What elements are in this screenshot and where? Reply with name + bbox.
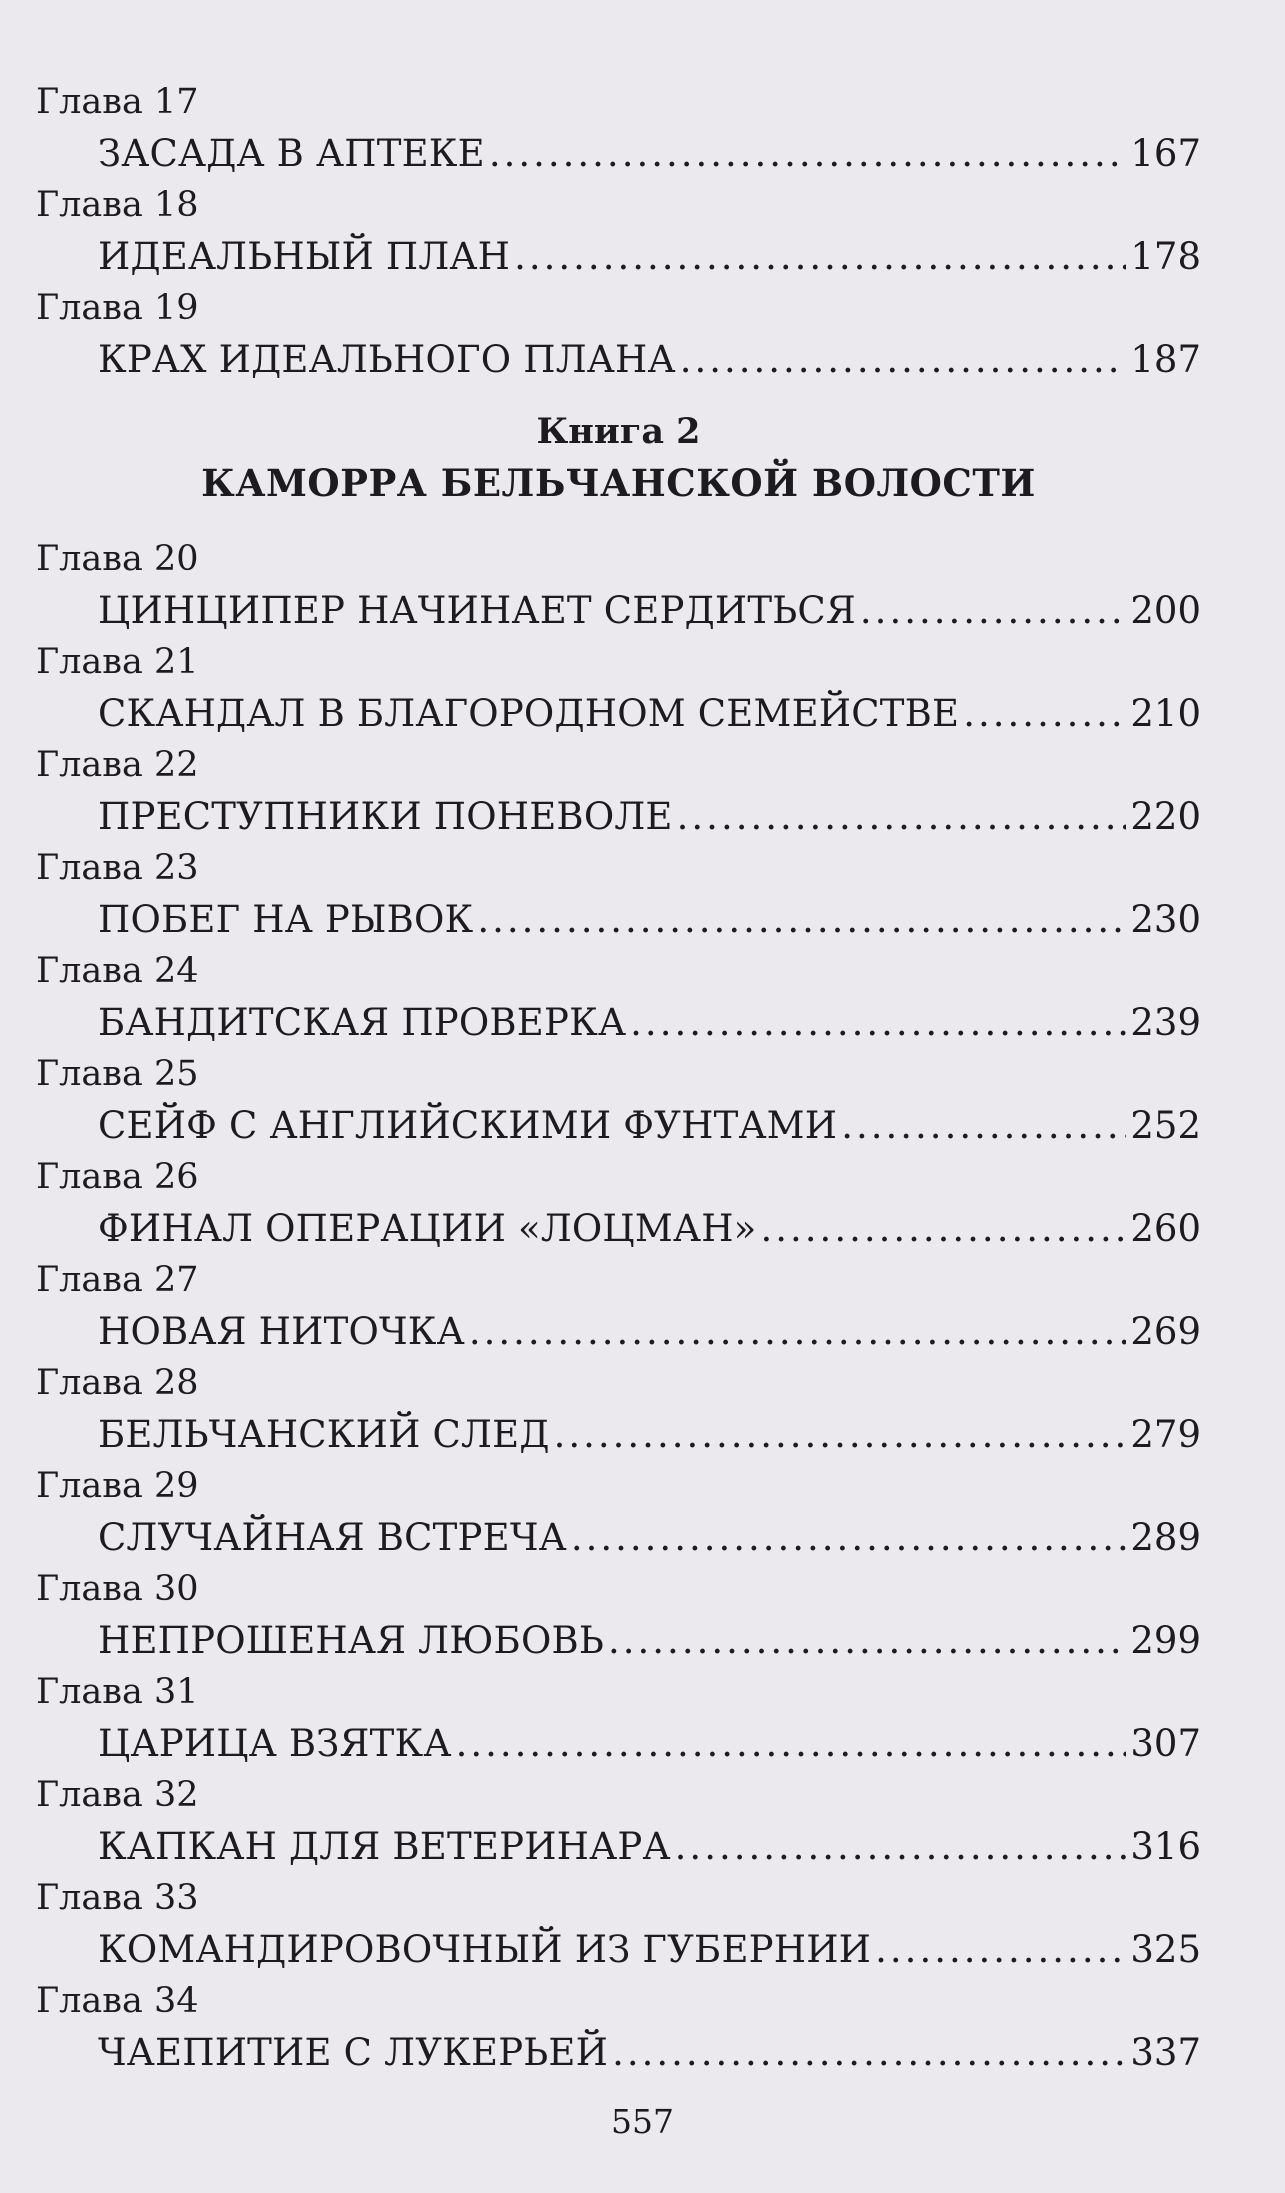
book-title: КАМОРРА БЕЛЬЧАНСКОЙ ВОЛОСТИ [201,461,1036,505]
dot-leader [860,589,1126,633]
dot-leader [761,1207,1127,1251]
dot-leader [489,132,1127,176]
toc-entry [36,74,1201,177]
chapter-list-book-2 [36,531,1201,2076]
dot-leader [680,338,1127,382]
dot-leader [677,795,1127,839]
chapter-label: Глава 22 [36,745,199,785]
toc-entry [36,737,1201,840]
chapter-title: КРАХ ИДЕАЛЬНОГО ПЛАНА [98,338,676,381]
toc-entry [36,1664,1201,1767]
chapter-line [98,1205,1201,1251]
chapter-page: 316 [1130,1825,1201,1868]
chapter-page: 325 [1130,1928,1201,1971]
dot-leader [612,2031,1126,2075]
chapter-label: Глава 24 [36,951,199,991]
chapter-list-book-1 [36,74,1201,383]
chapter-page: 299 [1130,1619,1201,1662]
chapter-title: ПОБЕГ НА РЫВОК [98,898,474,941]
chapter-page: 187 [1130,338,1201,381]
dot-leader [571,1516,1127,1560]
chapter-title: ПРЕСТУПНИКИ ПОНЕВОЛЕ [98,795,673,838]
toc-entry [36,531,1201,634]
chapter-line [98,896,1201,942]
chapter-title: ЧАЕПИТИЕ С ЛУКЕРЬЕЙ [98,2031,609,2074]
chapter-page: 220 [1130,795,1201,838]
toc-entry [36,840,1201,943]
dot-leader [675,1825,1127,1869]
chapter-line [98,1823,1201,1869]
chapter-page: 260 [1130,1207,1201,1250]
chapter-line [98,1308,1201,1354]
chapter-line [98,233,1201,279]
page-number: 557 [611,2102,674,2141]
dot-leader [514,235,1126,279]
chapter-line [98,1514,1201,1560]
dot-leader [554,1413,1127,1457]
toc-entry [36,1149,1201,1252]
chapter-page: 279 [1130,1413,1201,1456]
chapter-line [98,130,1201,176]
book-label: Книга 2 [536,411,701,452]
chapter-page: 289 [1130,1516,1201,1559]
toc-entry [36,634,1201,737]
chapter-line [98,336,1201,382]
chapter-page: 210 [1130,692,1201,735]
table-of-contents [36,74,1201,2076]
chapter-page: 167 [1130,132,1201,175]
book-heading [36,383,1201,531]
chapter-title: ЦИНЦИПЕР НАЧИНАЕТ СЕРДИТЬСЯ [98,589,856,632]
chapter-page: 178 [1130,235,1201,278]
chapter-line [98,587,1201,633]
toc-entry [36,1458,1201,1561]
chapter-page: 337 [1130,2031,1201,2074]
chapter-title: СЕЙФ С АНГЛИЙСКИМИ ФУНТАМИ [98,1104,838,1147]
chapter-page: 307 [1130,1722,1201,1765]
chapter-line [98,690,1201,736]
chapter-page: 252 [1130,1104,1201,1147]
chapter-label: Глава 31 [36,1672,199,1712]
chapter-line [98,793,1201,839]
chapter-title: ЗАСАДА В АПТЕКЕ [98,132,485,175]
toc-entry [36,1870,1201,1973]
chapter-line [98,1926,1201,1972]
chapter-title: ФИНАЛ ОПЕРАЦИИ «ЛОЦМАН» [98,1207,757,1250]
chapter-title: БАНДИТСКАЯ ПРОВЕРКА [98,1001,627,1044]
chapter-title: ЦАРИЦА ВЗЯТКА [98,1722,452,1765]
chapter-line [98,999,1201,1045]
chapter-label: Глава 32 [36,1775,199,1815]
toc-entry [36,1046,1201,1149]
dot-leader [630,1001,1126,1045]
chapter-page: 239 [1130,1001,1201,1044]
toc-entry [36,1767,1201,1870]
chapter-label: Глава 30 [36,1569,199,1609]
chapter-title: НЕПРОШЕНАЯ ЛЮБОВЬ [98,1619,605,1662]
chapter-label: Глава 18 [36,185,199,225]
chapter-line [98,2029,1201,2075]
dot-leader [608,1619,1126,1663]
chapter-title: БЕЛЬЧАНСКИЙ СЛЕД [98,1413,550,1456]
dot-leader [875,1928,1126,1972]
chapter-label: Глава 34 [36,1981,199,2021]
toc-entry [36,1355,1201,1458]
chapter-title: НОВАЯ НИТОЧКА [98,1310,465,1353]
toc-entry [36,177,1201,280]
chapter-label: Глава 27 [36,1260,199,1300]
chapter-label: Глава 19 [36,288,199,328]
toc-entry [36,943,1201,1046]
toc-entry [36,1561,1201,1664]
toc-entry [36,280,1201,383]
chapter-label: Глава 29 [36,1466,199,1506]
chapter-label: Глава 20 [36,539,199,579]
chapter-label: Глава 25 [36,1054,199,1094]
dot-leader [841,1104,1126,1148]
chapter-label: Глава 23 [36,848,199,888]
chapter-label: Глава 33 [36,1878,199,1918]
chapter-title: СЛУЧАЙНАЯ ВСТРЕЧА [98,1516,567,1559]
dot-leader [469,1310,1127,1354]
chapter-line [98,1617,1201,1663]
chapter-line [98,1720,1201,1766]
chapter-page: 200 [1130,589,1201,632]
toc-entry [36,1973,1201,2076]
chapter-line [98,1411,1201,1457]
chapter-title: ИДЕАЛЬНЫЙ ПЛАН [98,235,511,278]
chapter-line [98,1102,1201,1148]
chapter-label: Глава 21 [36,642,199,682]
dot-leader [963,692,1126,736]
chapter-label: Глава 17 [36,82,199,122]
chapter-title: КАПКАН ДЛЯ ВЕТЕРИНАРА [98,1825,671,1868]
chapter-title: СКАНДАЛ В БЛАГОРОДНОМ СЕМЕЙСТВЕ [98,692,960,735]
dot-leader [477,898,1126,942]
chapter-page: 269 [1130,1310,1201,1353]
chapter-label: Глава 28 [36,1363,199,1403]
chapter-title: КОМАНДИРОВОЧНЫЙ ИЗ ГУБЕРНИИ [98,1928,872,1971]
dot-leader [456,1722,1127,1766]
chapter-label: Глава 26 [36,1157,199,1197]
toc-entry [36,1252,1201,1355]
chapter-page: 230 [1130,898,1201,941]
